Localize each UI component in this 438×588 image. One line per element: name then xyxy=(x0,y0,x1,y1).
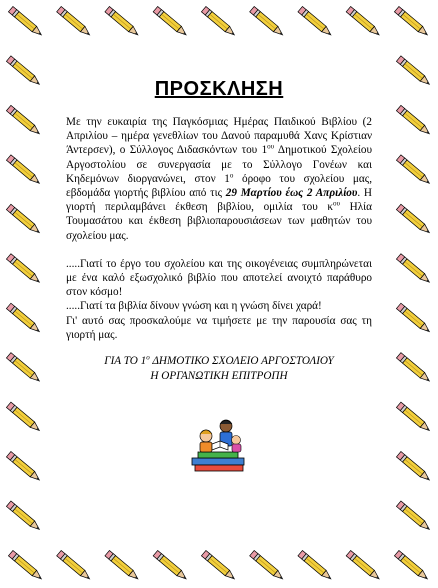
pencil-icon xyxy=(396,501,431,532)
pencil-icon xyxy=(6,105,41,136)
pencil-icon xyxy=(105,550,140,581)
pencil-icon xyxy=(6,452,41,483)
pencil-icon xyxy=(396,402,431,433)
paragraph-event: Με την ευκαιρία της Παγκόσμιας Ημέρας Παιδικού Βιβλίου (2 Απριλίου – ημέρα γενεθλίων του Δανού παραμυθά Χανς Κρίστιαν Άντερσεν), ο Σύλλογος Διδασκόντων του $1^{o\upsilon}$ Δημοτικού Σχολείου Αργοστολίου σε συνεργασία με το Σύλλογο Γονέων και Κηδεμόνων διοργανώνει, στον $1^o$ όροφο του σχολείου μας, εβδομάδα γιορτής βιβλίου από τις 29 Μαρτίου έως 2 Απριλίου. Η γιορτή περιλαμβάνει έκθεση βιβλίου, ομιλία του $\kappa^{o\upsilon}$ Ηλία Τουμασάτου και έκθεση βιβλιοπαρουσιάσεων των μαθητών του σχολείου μας. xyxy=(66,116,373,242)
children-reading-books-icon xyxy=(186,414,250,474)
pencil-icon xyxy=(394,6,429,37)
paragraph-invitation: Γι' αυτό σας προσκαλούμε να τιμήσετε με την παρουσία σας τη γιορτή μας. xyxy=(66,314,372,341)
paragraph-school-family: .....Γιατί το έργο του σχολείου και της οικογένειας συμπληρώνεται με ένα καλό εξωσχολικό βιβλίο που αποτελεί ανοιχτό παράθυρο στον κόσμο! xyxy=(66,257,372,299)
pencil-icon xyxy=(394,550,429,581)
signature-school: ΓΙΑ ΤΟ $1^o$ ΔΗΜΟΤΙΚΟ ΣΧΟΛΕΙΟ ΑΡΓΟΣΤΟΛΙΟΥ xyxy=(104,353,334,368)
pencil-icon xyxy=(346,550,381,581)
pencil-icon xyxy=(6,303,41,334)
pencil-icon xyxy=(57,6,92,37)
pencil-icon xyxy=(153,6,188,37)
pencil-icon xyxy=(396,254,431,285)
pencil-icon xyxy=(396,303,431,334)
pencil-icon xyxy=(6,56,41,87)
pencil-icon xyxy=(250,6,285,37)
pencil-icon xyxy=(6,501,41,532)
pencil-icon xyxy=(396,56,431,87)
pencil-icon xyxy=(346,6,381,37)
paragraph-books-knowledge: .....Γιατί τα βιβλία δίνουν γνώση και η γνώση δίνει χαρά! xyxy=(66,300,322,313)
pencil-icon xyxy=(6,254,41,285)
pencil-icon xyxy=(396,353,431,384)
pencil-icon xyxy=(396,452,431,483)
pencil-icon xyxy=(396,105,431,136)
pencil-icon xyxy=(8,550,43,581)
signature-committee: Η ΟΡΓΑΝΩΤΙΚΗ ΕΠΙΤΡΟΠΗ xyxy=(150,369,288,382)
pencil-icon xyxy=(250,550,285,581)
pencil-icon xyxy=(153,550,188,581)
page-title: ΠΡΟΣΚΛΗΣΗ xyxy=(154,78,284,100)
pencil-icon xyxy=(396,204,431,235)
pencil-icon xyxy=(6,204,41,235)
pencil-icon xyxy=(396,155,431,186)
pencil-icon xyxy=(8,6,43,37)
event-dates: 29 Μαρτίου έως 2 Απριλίου xyxy=(225,187,358,200)
pencil-icon xyxy=(6,353,41,384)
pencil-icon xyxy=(298,6,333,37)
pencil-icon xyxy=(6,402,41,433)
invitation-body xyxy=(66,78,372,383)
pencil-icon xyxy=(57,550,92,581)
signature-block xyxy=(66,354,372,383)
pencil-icon xyxy=(6,155,41,186)
pencil-icon xyxy=(201,6,236,37)
pencil-icon xyxy=(201,550,236,581)
pencil-icon xyxy=(298,550,333,581)
pencil-icon xyxy=(105,6,140,37)
